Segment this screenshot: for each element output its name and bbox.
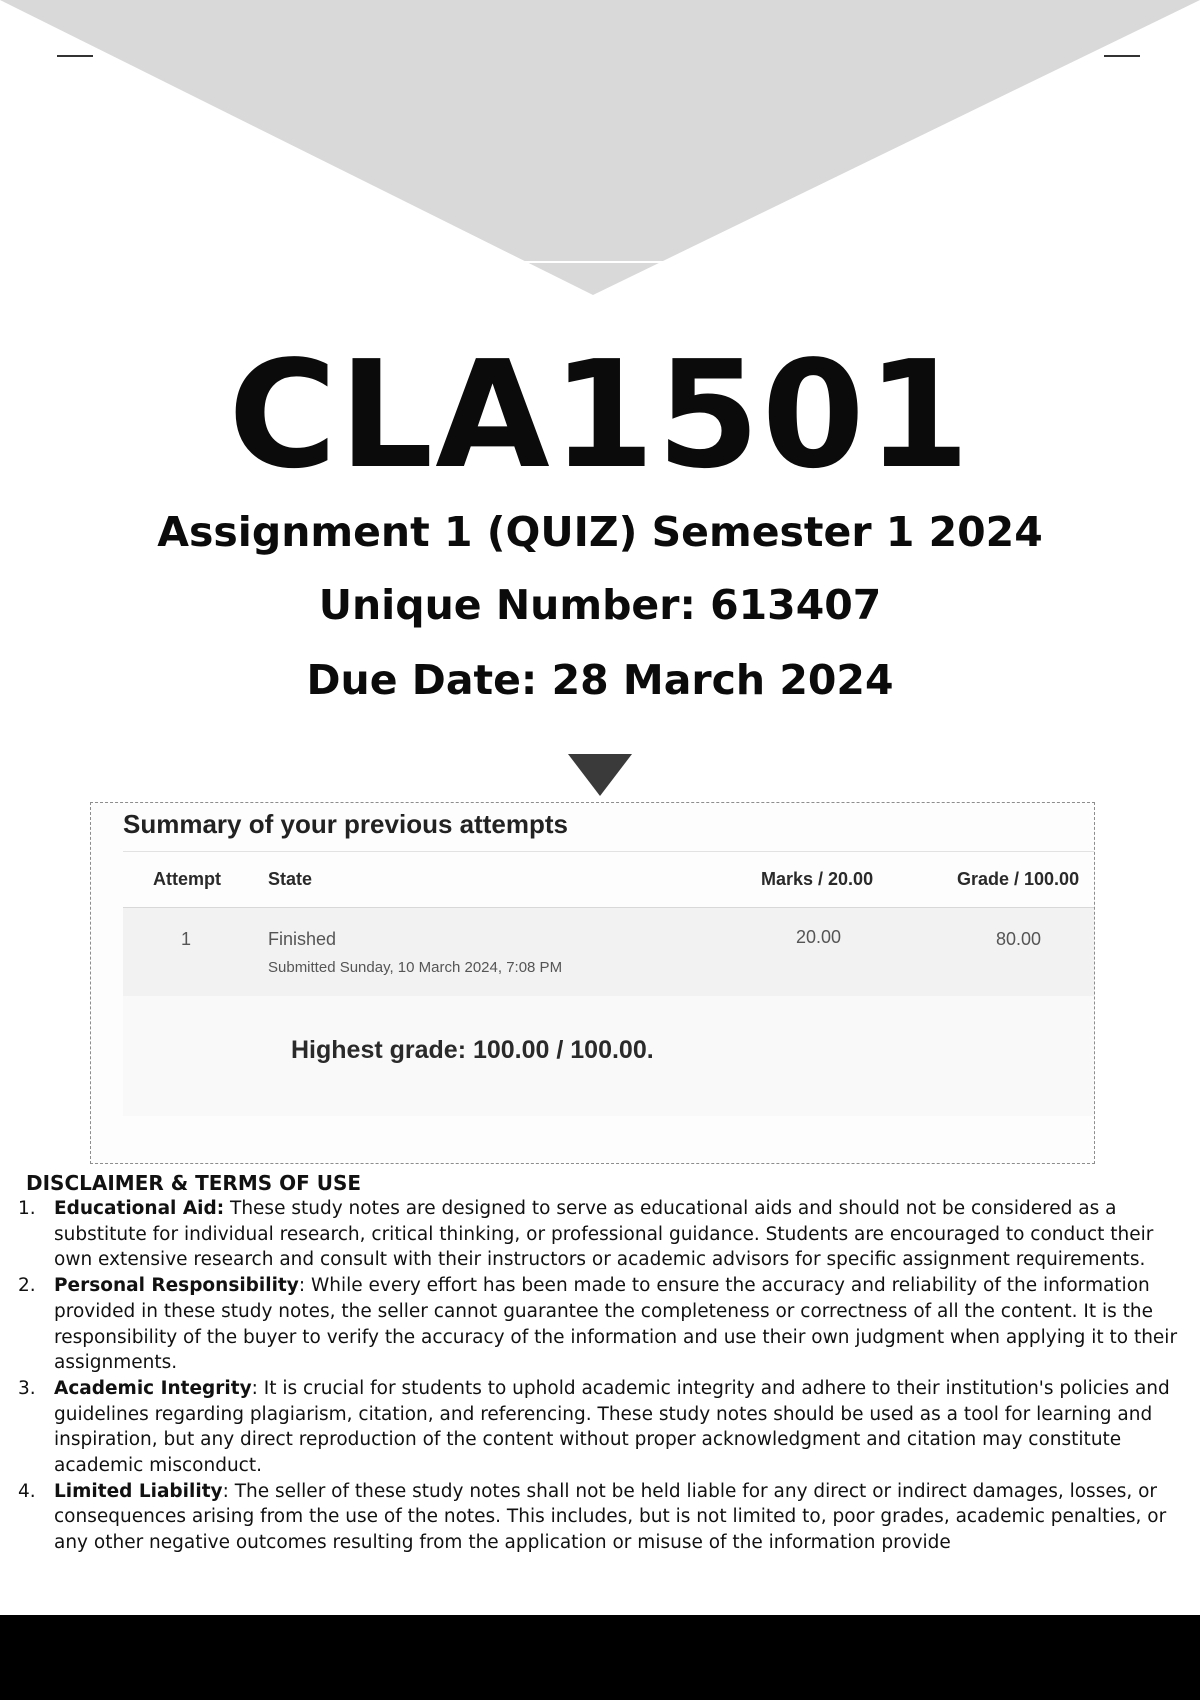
attempts-summary-card bbox=[90, 802, 1095, 1164]
term-text: These study notes are designed to serve as educational aids and should not be considered as a substitute for individual research, critical thinking, or professional guidance. Students are encouraged to conduct their own extensive research and consult with their instructors or academic advisors for specific assignment requirements. bbox=[54, 1198, 1154, 1271]
disclaimer-title: DISCLAIMER & TERMS OF USE bbox=[26, 1171, 362, 1195]
term-heading: Limited Liability bbox=[54, 1480, 223, 1502]
cell-submitted-date: Submitted Sunday, 10 March 2024, 7:08 PM bbox=[268, 959, 563, 976]
cell-marks: 20.00 bbox=[796, 927, 842, 947]
cell-grade: 80.00 bbox=[996, 929, 1042, 949]
course-code-title: CLA1501 bbox=[228, 329, 972, 501]
divider bbox=[123, 851, 1094, 852]
column-header-marks: Marks / 20.00 bbox=[761, 869, 874, 889]
column-header-state: State bbox=[268, 869, 313, 889]
term-heading: Personal Responsibility bbox=[54, 1275, 299, 1297]
highest-grade: Highest grade: 100.00 / 100.00. bbox=[291, 1036, 654, 1064]
term-text: : The seller of these study notes shall not be held liable for any direct or indirect damages, losses, or consequences arising from the use of the notes. This includes, but is not limited to, poor grades, academic penalties, or any other negative outcomes resulting from the application or misuse of the information provide bbox=[54, 1480, 1167, 1554]
table-row bbox=[123, 908, 1094, 996]
column-header-attempt: Attempt bbox=[153, 869, 221, 889]
term-academic-integrity bbox=[18, 1376, 1188, 1479]
terms-list bbox=[18, 1196, 1188, 1556]
term-number: 3. bbox=[18, 1377, 36, 1399]
unique-number-line: Unique Number: 613407 bbox=[318, 581, 882, 629]
cell-attempt: 1 bbox=[181, 929, 192, 949]
summary-title: Summary of your previous attempts bbox=[123, 809, 568, 839]
term-limited-liability bbox=[18, 1479, 1188, 1556]
chevron-banner bbox=[0, 0, 1200, 300]
cell-state: Finished bbox=[268, 929, 337, 949]
term-text: : While every effort has been made to ensure the accuracy and reliability of the information provided in these study notes, the seller cannot guarantee the completeness or correctness of all the content. It is the responsibility of the buyer to verify the accuracy of the information and use their own judgment when applying it to their assignments. bbox=[54, 1275, 1178, 1374]
assignment-line: Assignment 1 (QUIZ) Semester 1 2024 bbox=[157, 508, 1043, 556]
term-personal-responsibility bbox=[18, 1273, 1188, 1376]
footer-bar bbox=[0, 1615, 1200, 1700]
term-number: 4. bbox=[18, 1480, 36, 1502]
term-number: 2. bbox=[18, 1275, 36, 1297]
corner-mark-right bbox=[1104, 55, 1140, 57]
down-triangle-icon bbox=[568, 754, 632, 796]
column-header-grade: Grade / 100.00 bbox=[957, 869, 1080, 889]
due-date-line: Due Date: 28 March 2024 bbox=[306, 656, 894, 704]
corner-mark-left bbox=[57, 55, 93, 57]
term-educational-aid bbox=[18, 1196, 1188, 1273]
term-heading: Academic Integrity bbox=[54, 1377, 252, 1399]
term-heading: Educational Aid: bbox=[54, 1198, 225, 1219]
term-number: 1. bbox=[18, 1198, 36, 1219]
term-text: : It is crucial for students to uphold academic integrity and adhere to their institution's policies and guidelines regarding plagiarism, citation, and referencing. These study notes should be used as a tool for learning and inspiration, but any direct reproduction of the content without proper acknowledgment and citation may constitute academic misconduct. bbox=[54, 1377, 1170, 1477]
